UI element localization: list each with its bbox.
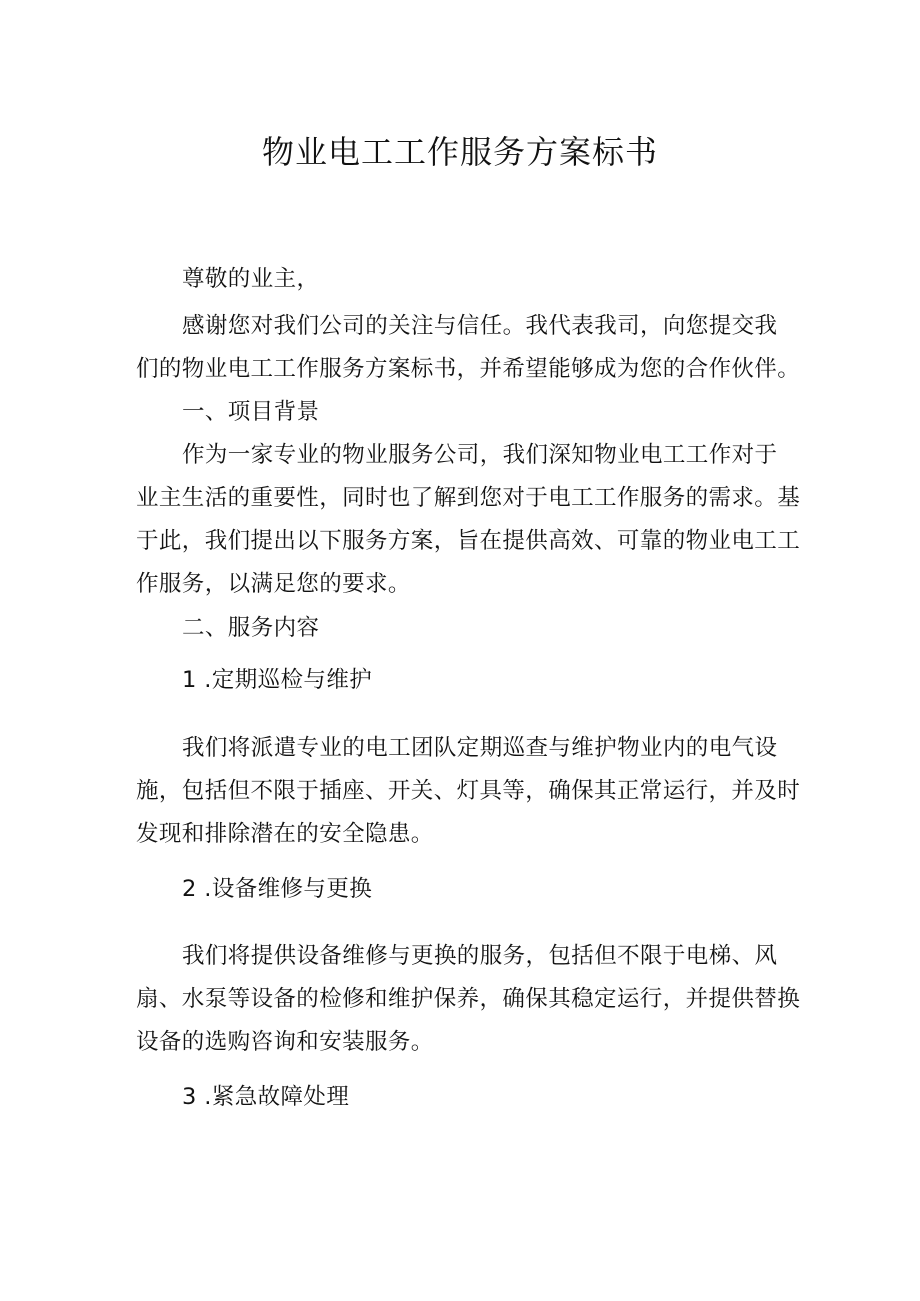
section-1-line-2: 业主生活的重要性，同时也了解到您对于电工工作服务的需求。基 bbox=[136, 485, 801, 511]
item-1-line-2: 施，包括但不限于插座、开关、灯具等，确保其正常运行，并及时 bbox=[136, 778, 801, 804]
item-2-line-3: 设备的选购咨询和安装服务。 bbox=[136, 1029, 434, 1055]
section-1-line-3: 于此，我们提出以下服务方案，旨在提供高效、可靠的物业电工工 bbox=[136, 528, 801, 554]
salutation: 尊敬的业主， bbox=[182, 266, 320, 292]
intro-line-1: 感谢您对我们公司的关注与信任。我代表我司，向您提交我 bbox=[182, 313, 778, 339]
page-title: 物业电工工作服务方案标书 bbox=[261, 133, 658, 171]
intro-line-2: 们的物业电工工作服务方案标书，并希望能够成为您的合作伙伴。 bbox=[136, 356, 801, 382]
item-1-line-1: 我们将派遣专业的电工团队定期巡查与维护物业内的电气设 bbox=[182, 735, 778, 761]
item-3-heading: 3 .紧急故障处理 bbox=[182, 1084, 350, 1110]
item-2-line-2: 扇、水泵等设备的检修和维护保养，确保其稳定运行，并提供替换 bbox=[136, 986, 801, 1012]
item-1-line-3: 发现和排除潜在的安全隐患。 bbox=[136, 821, 434, 847]
item-2-heading: 2 .设备维修与更换 bbox=[182, 876, 373, 902]
item-1-heading: 1 .定期巡检与维护 bbox=[182, 667, 373, 693]
section-1-line-1: 作为一家专业的物业服务公司，我们深知物业电工工作对于 bbox=[182, 442, 778, 468]
item-2-line-1: 我们将提供设备维修与更换的服务，包括但不限于电梯、风 bbox=[182, 943, 778, 969]
section-2-heading: 二、服务内容 bbox=[182, 615, 320, 641]
section-1-line-4: 作服务，以满足您的要求。 bbox=[136, 571, 411, 597]
section-1-heading: 一、项目背景 bbox=[182, 399, 320, 425]
